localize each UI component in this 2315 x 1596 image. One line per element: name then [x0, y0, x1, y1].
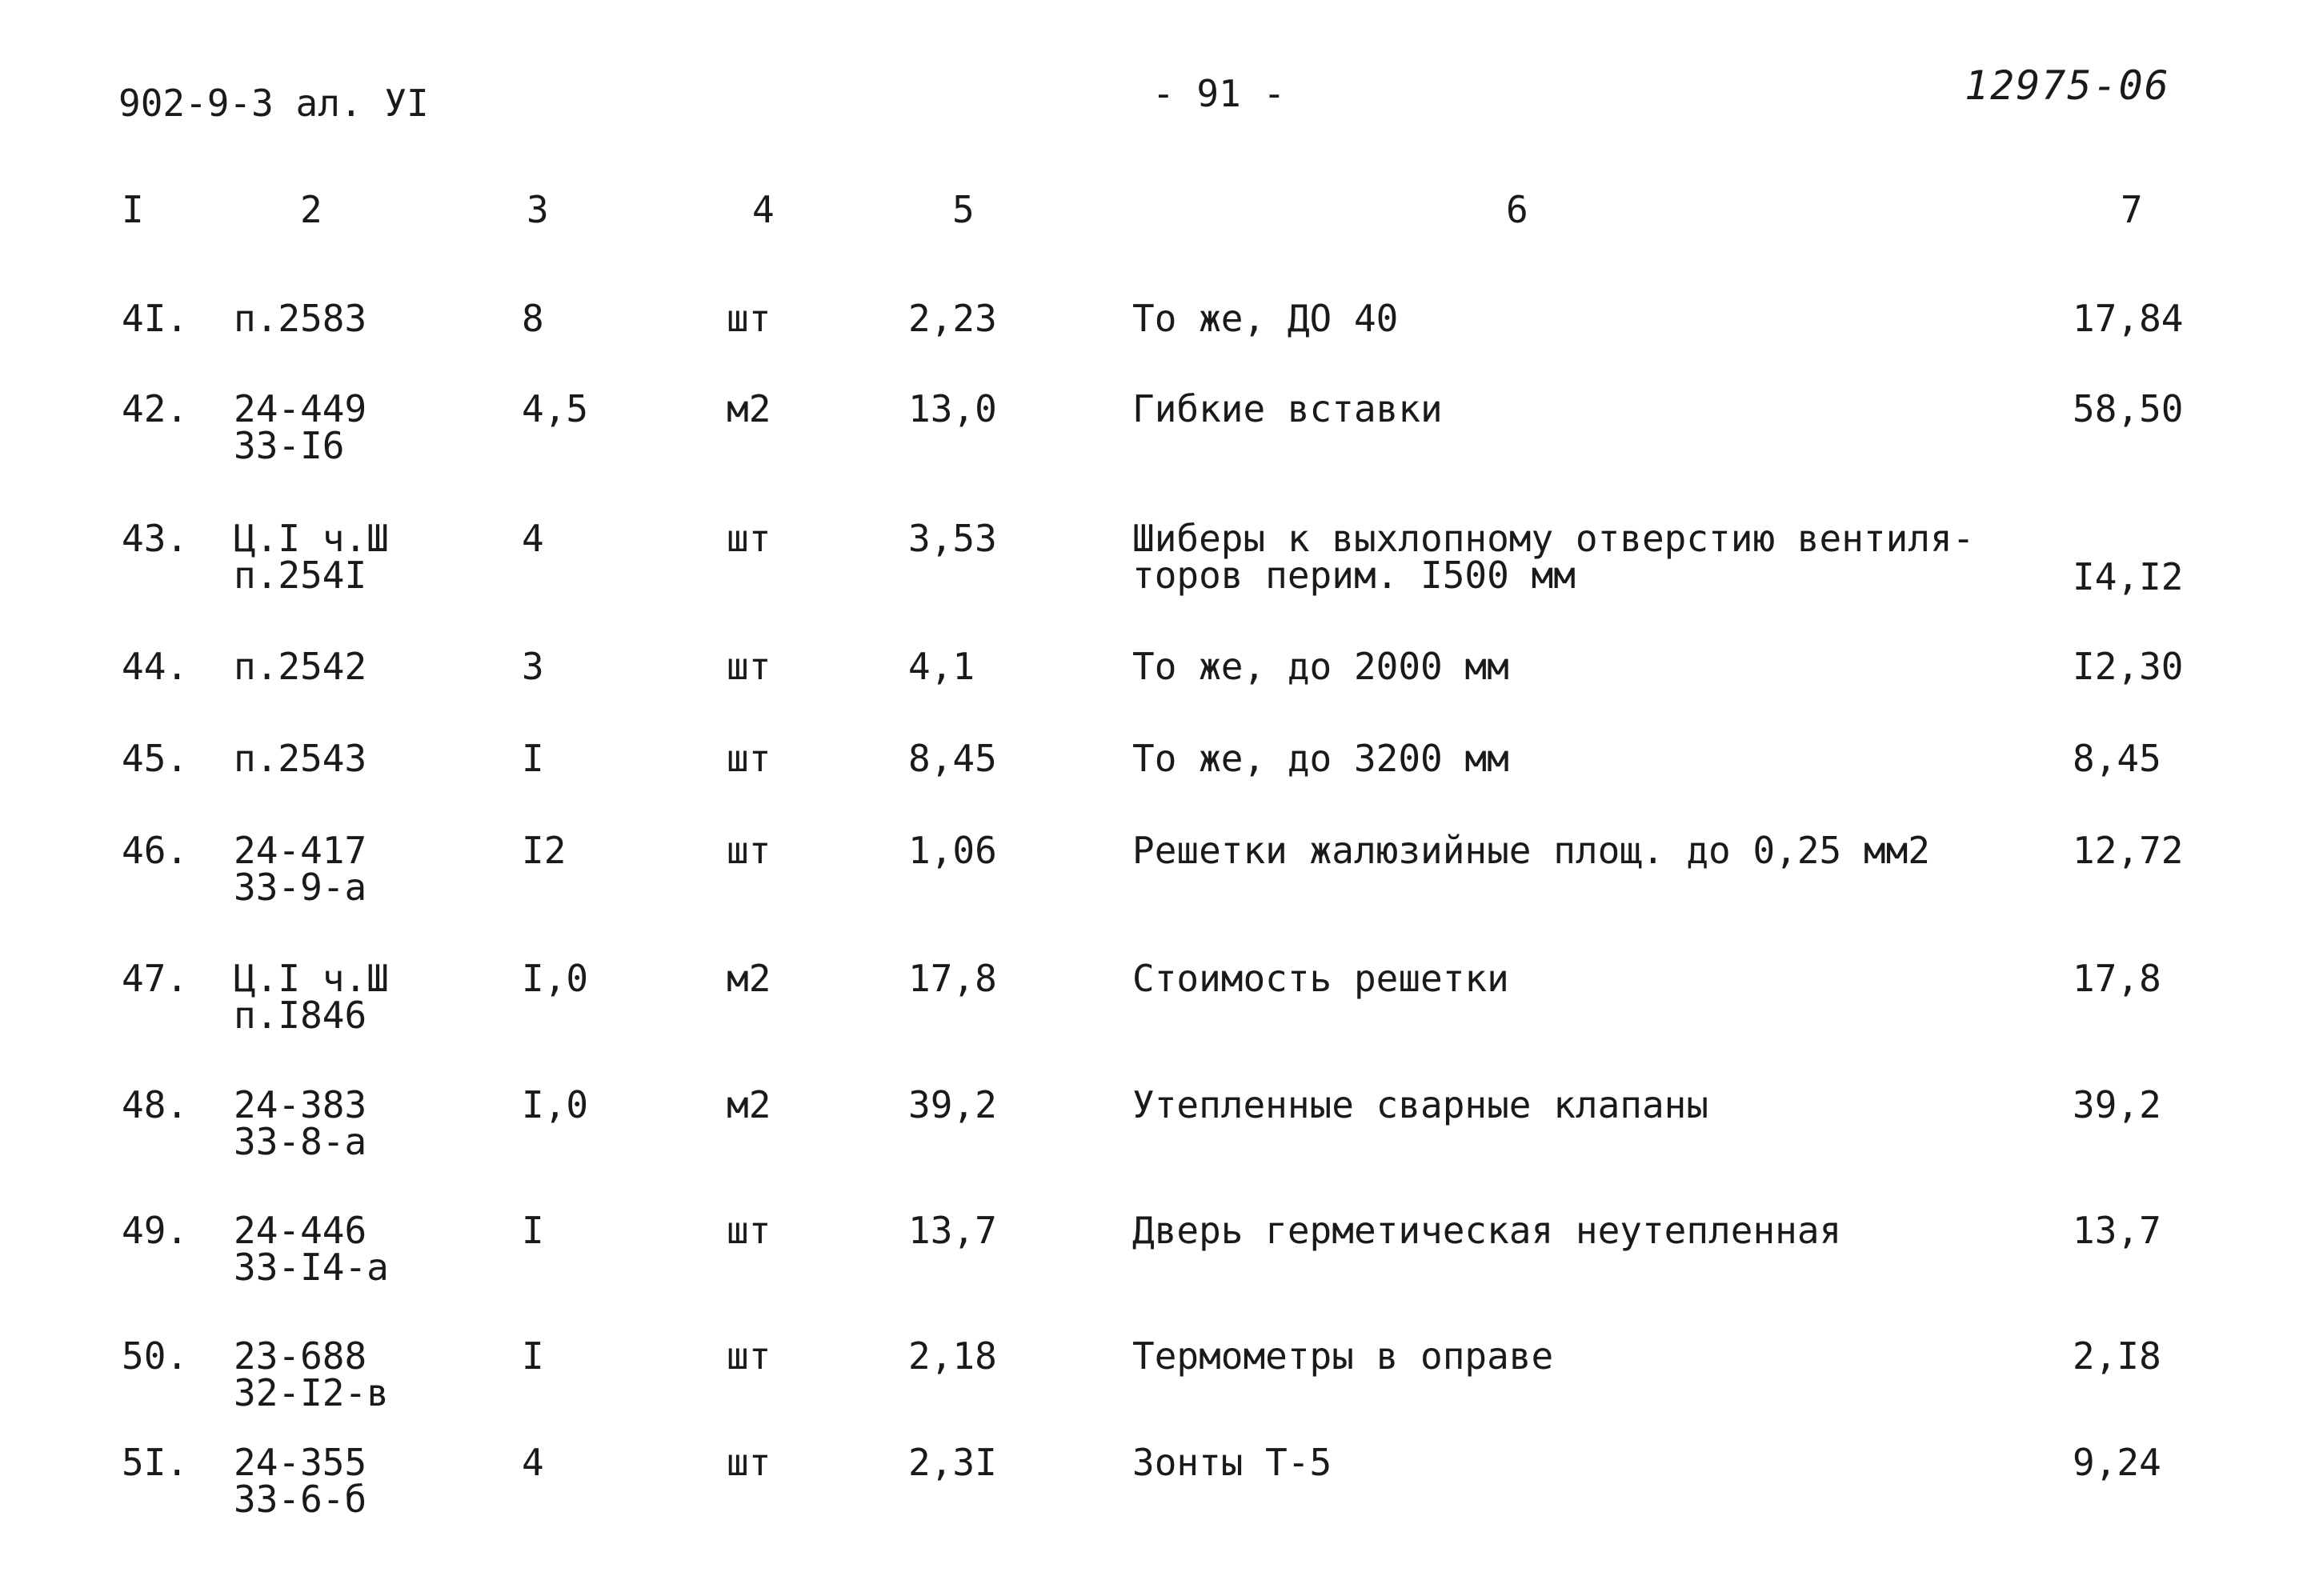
description — [1132, 737, 1509, 780]
unit: шт — [727, 737, 771, 780]
description — [1132, 517, 1975, 597]
description-line: Гибкие вставки — [1132, 387, 1443, 430]
reference-code — [234, 1209, 389, 1289]
quantity: 8 — [522, 297, 544, 340]
description — [1132, 1209, 1842, 1252]
reference-line: п.2543 — [234, 737, 367, 780]
total-cost: 12,72 — [2073, 829, 2184, 872]
quantity: 4,5 — [522, 387, 589, 430]
reference-line: 24-449 — [234, 387, 367, 430]
reference-code — [234, 737, 367, 780]
total-cost: 58,50 — [2073, 387, 2184, 430]
quantity: 4 — [522, 1441, 544, 1484]
column-header-5: 5 — [952, 188, 975, 231]
unit-price: 4,1 — [908, 645, 975, 688]
total-cost: 2,I8 — [2073, 1334, 2161, 1378]
reference-line: Ц.I ч.Ш — [234, 517, 389, 560]
unit: шт — [727, 1209, 771, 1252]
column-header-1: I — [122, 188, 144, 231]
quantity: I — [522, 737, 544, 780]
reference-code — [234, 829, 367, 909]
reference-line: п.2542 — [234, 645, 367, 688]
column-header-4: 4 — [752, 188, 775, 231]
description — [1132, 1334, 1554, 1378]
row-number: 42. — [122, 387, 189, 430]
description — [1132, 387, 1443, 430]
quantity: 3 — [522, 645, 544, 688]
reference-line: 24-446 — [234, 1209, 367, 1252]
reference-code — [234, 1441, 367, 1521]
reference-code — [234, 517, 389, 597]
total-cost: I2,30 — [2073, 645, 2184, 688]
description-line: Дверь герметическая неутепленная — [1132, 1209, 1842, 1252]
unit-price: 2,3I — [908, 1441, 997, 1484]
table-row — [0, 1441, 2315, 1564]
column-header-3: 3 — [527, 188, 549, 231]
description-line: Шиберы к выхлопному отверстию вентиля- — [1132, 517, 1975, 560]
description — [1132, 297, 1399, 340]
unit-price: 2,23 — [908, 297, 997, 340]
unit-price: 13,7 — [908, 1209, 997, 1252]
total-cost: 8,45 — [2073, 737, 2161, 780]
row-number: 49. — [122, 1209, 189, 1252]
reference-code — [234, 1083, 367, 1163]
unit: шт — [727, 1441, 771, 1484]
inventory-stamp: 12975-06 — [1965, 62, 2170, 109]
total-cost: 17,84 — [2073, 297, 2184, 340]
reference-line: п.254I — [234, 554, 367, 597]
table-row — [0, 957, 2315, 1080]
description — [1132, 1083, 1709, 1126]
page-number: - 91 - — [1152, 72, 1286, 115]
total-cost: I4,I2 — [2073, 555, 2184, 598]
table-row — [0, 829, 2315, 952]
row-number: 50. — [122, 1334, 189, 1378]
total-cost: 13,7 — [2073, 1209, 2161, 1252]
description-line: Зонты Т-5 — [1132, 1441, 1332, 1484]
table-row — [0, 1083, 2315, 1206]
row-number: 47. — [122, 957, 189, 1000]
unit-price: 13,0 — [908, 387, 997, 430]
row-number: 48. — [122, 1083, 189, 1126]
quantity: 4 — [522, 517, 544, 560]
column-header-2: 2 — [300, 188, 322, 231]
description — [1132, 957, 1509, 1000]
row-number: 46. — [122, 829, 189, 872]
unit-price: 2,18 — [908, 1334, 997, 1378]
quantity: I,0 — [522, 1083, 589, 1126]
reference-line: 33-6-б — [234, 1478, 367, 1521]
reference-line: 33-I6 — [234, 424, 345, 467]
unit-price: 8,45 — [908, 737, 997, 780]
description — [1132, 645, 1509, 688]
description-line: Термометры в оправе — [1132, 1334, 1554, 1378]
row-number: 45. — [122, 737, 189, 780]
unit: шт — [727, 1334, 771, 1378]
reference-code — [234, 387, 367, 467]
document-code: 902-9-3 ал. УI — [118, 82, 429, 125]
reference-line: 24-383 — [234, 1083, 367, 1126]
table-row — [0, 1209, 2315, 1332]
unit-price: 17,8 — [908, 957, 997, 1000]
reference-line: 24-417 — [234, 829, 367, 872]
description — [1132, 1441, 1332, 1484]
description — [1132, 829, 1930, 872]
unit: м2 — [727, 957, 771, 1000]
description-line: Утепленные сварные клапаны — [1132, 1083, 1709, 1126]
reference-line: п.2583 — [234, 297, 367, 340]
description-line: Стоимость решетки — [1132, 957, 1509, 1000]
reference-code — [234, 1334, 389, 1414]
reference-line: 23-688 — [234, 1334, 367, 1378]
reference-code — [234, 957, 389, 1037]
description-line: Решетки жалюзийные площ. до 0,25 мм2 — [1132, 829, 1930, 872]
table-row — [0, 1334, 2315, 1458]
reference-line: 24-355 — [234, 1441, 367, 1484]
quantity: I,0 — [522, 957, 589, 1000]
description-line: торов перим. I500 мм — [1132, 554, 1576, 597]
total-cost: 9,24 — [2073, 1441, 2161, 1484]
reference-line: 32-I2-в — [234, 1371, 389, 1414]
unit-price: 39,2 — [908, 1083, 997, 1126]
row-number: 44. — [122, 645, 189, 688]
unit: м2 — [727, 1083, 771, 1126]
total-cost: 39,2 — [2073, 1083, 2161, 1126]
row-number: 5I. — [122, 1441, 189, 1484]
description-line: То же, ДО 40 — [1132, 297, 1399, 340]
unit: м2 — [727, 387, 771, 430]
reference-code — [234, 297, 367, 340]
unit: шт — [727, 297, 771, 340]
reference-line: п.I846 — [234, 994, 367, 1037]
description-line: То же, до 2000 мм — [1132, 645, 1509, 688]
total-cost: 17,8 — [2073, 957, 2161, 1000]
column-header-6: 6 — [1506, 188, 1528, 231]
unit-price: 1,06 — [908, 829, 997, 872]
reference-line: 33-I4-а — [234, 1246, 389, 1289]
unit: шт — [727, 645, 771, 688]
column-header-7: 7 — [2121, 188, 2143, 231]
description-line: То же, до 3200 мм — [1132, 737, 1509, 780]
row-number: 4I. — [122, 297, 189, 340]
row-number: 43. — [122, 517, 189, 560]
table-row — [0, 517, 2315, 640]
reference-code — [234, 645, 367, 688]
reference-line: 33-9-а — [234, 866, 367, 909]
unit: шт — [727, 517, 771, 560]
table-row — [0, 387, 2315, 510]
unit: шт — [727, 829, 771, 872]
reference-line: Ц.I ч.Ш — [234, 957, 389, 1000]
unit-price: 3,53 — [908, 517, 997, 560]
quantity: I — [522, 1209, 544, 1252]
quantity: I — [522, 1334, 544, 1378]
quantity: I2 — [522, 829, 567, 872]
reference-line: 33-8-а — [234, 1120, 367, 1163]
